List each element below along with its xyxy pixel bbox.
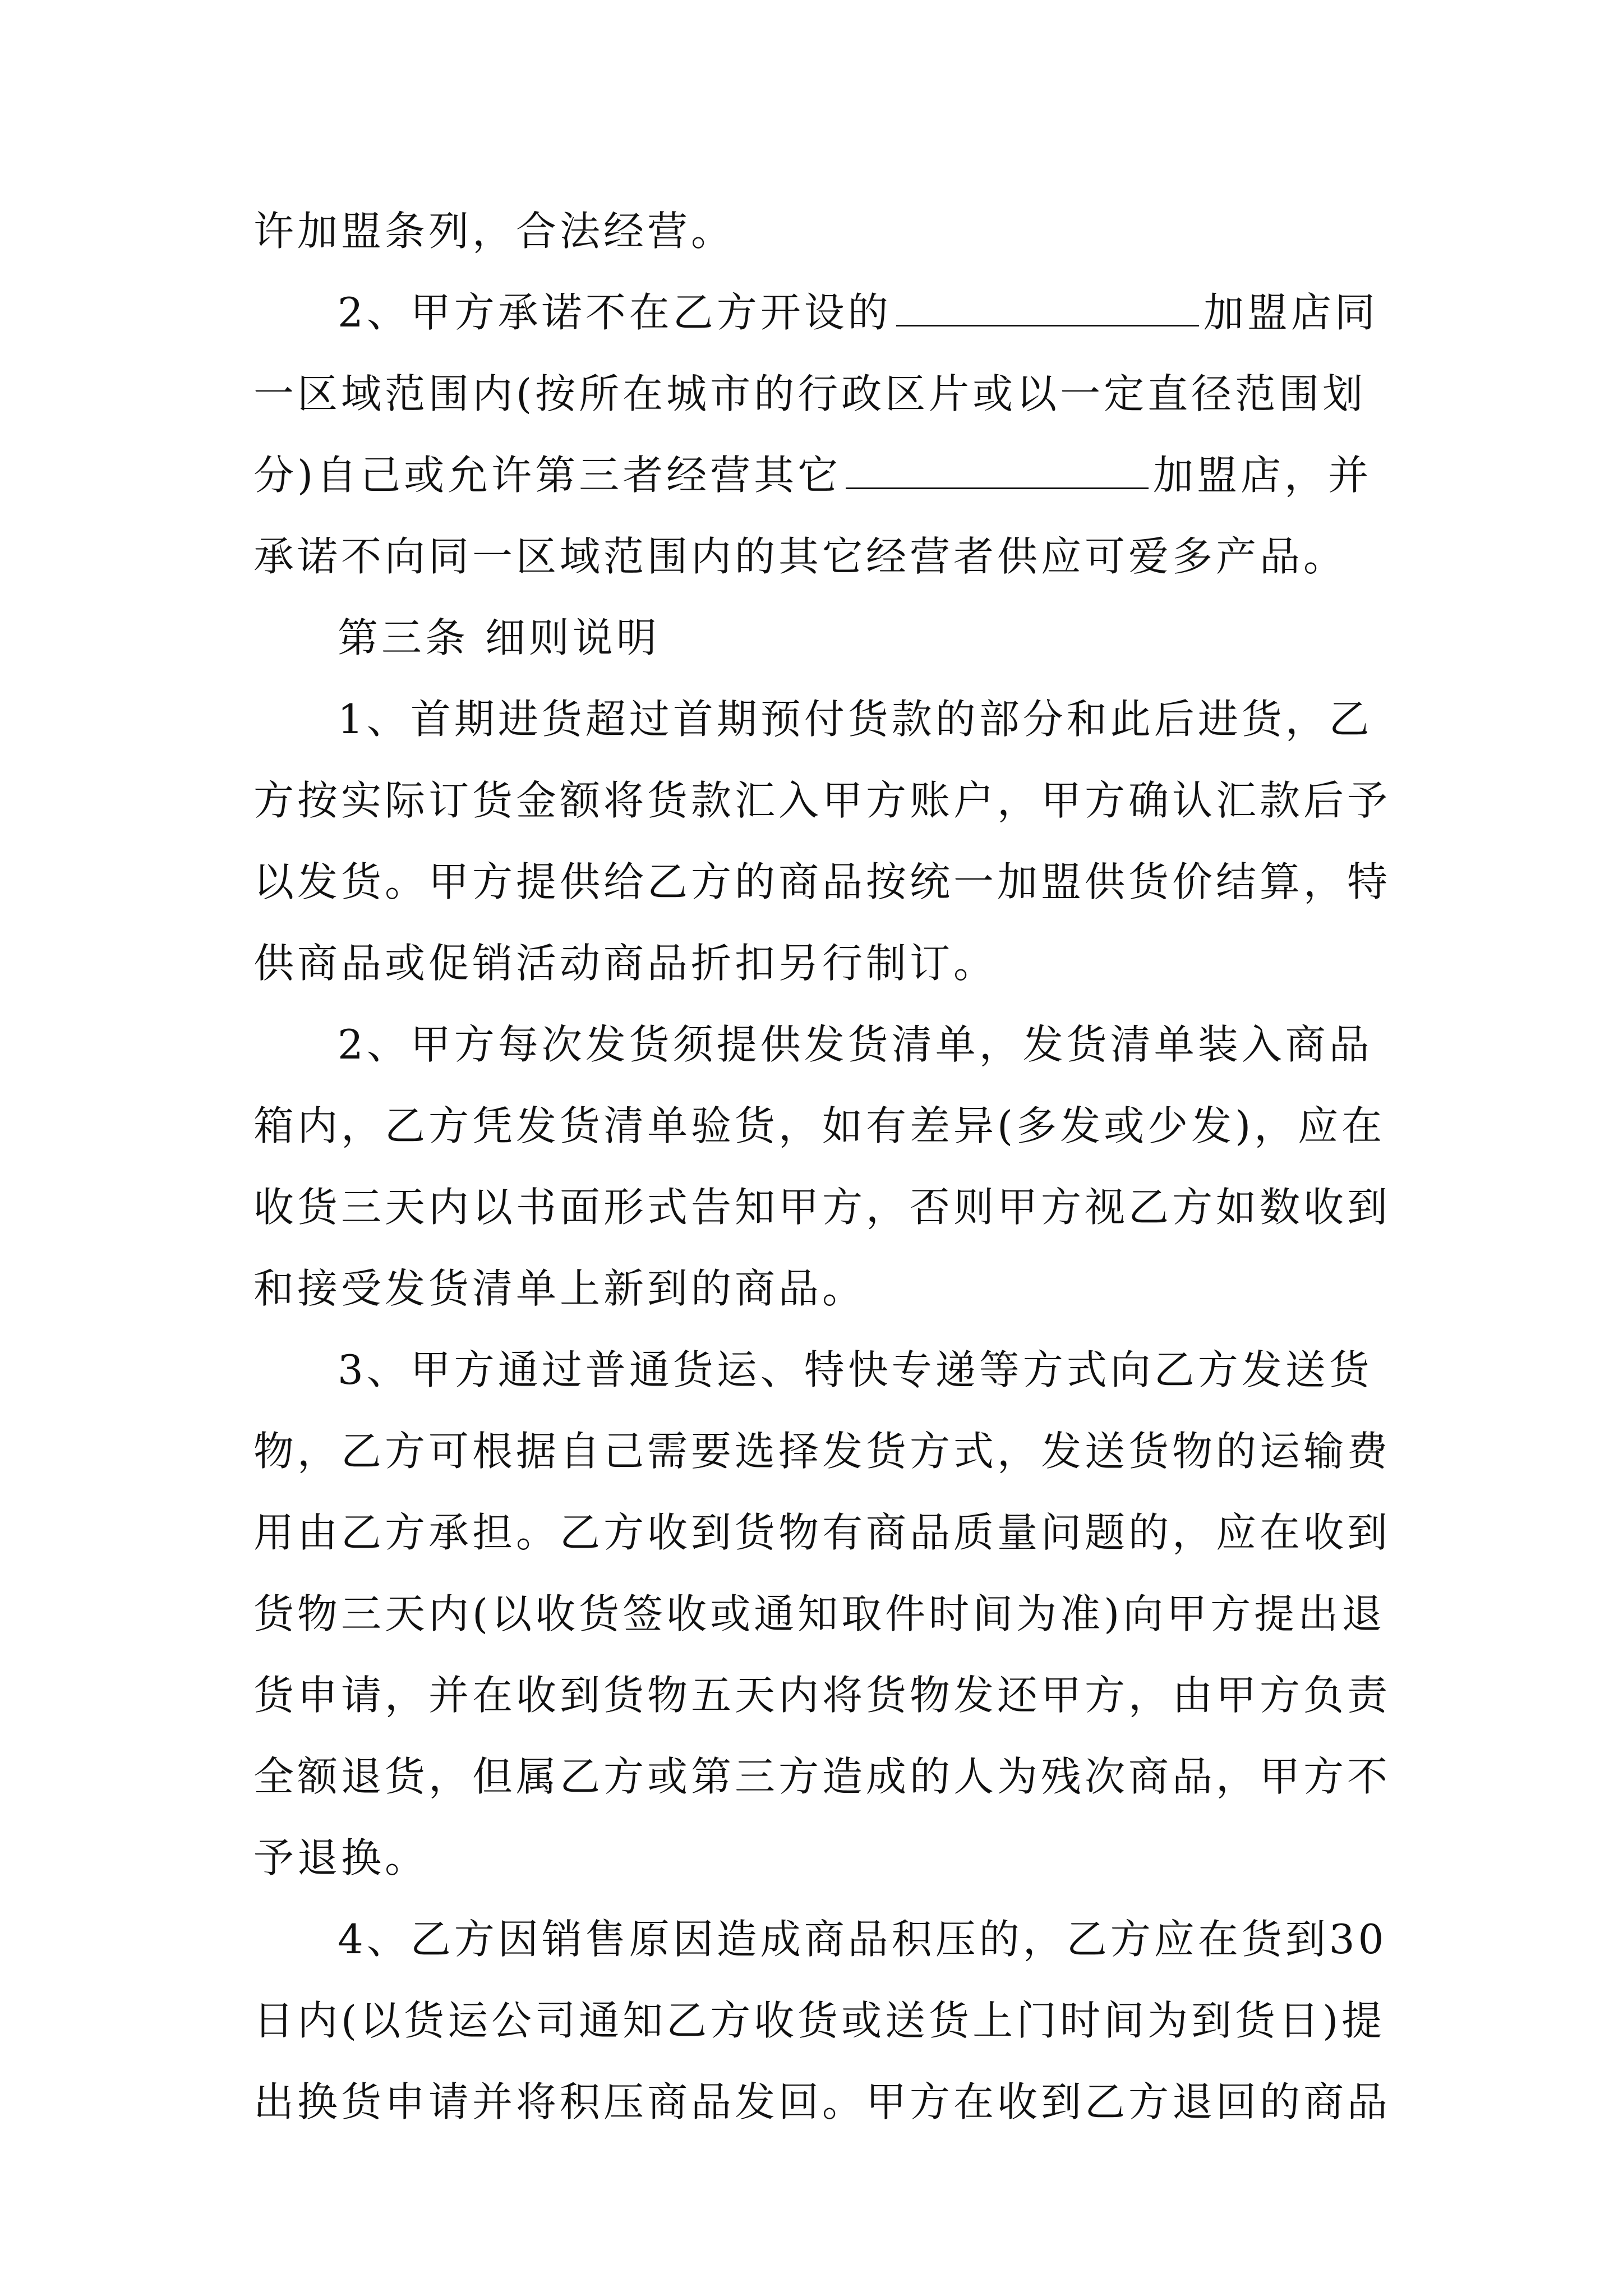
text-line: 货物三天内(以收货签收或通知取件时间为准)向甲方提出退 xyxy=(253,1590,1386,1637)
text-line: 方按实际订货金额将货款汇入甲方账户，甲方确认汇款后予 xyxy=(253,777,1391,824)
document-page xyxy=(253,191,1391,2143)
text-line: 用由乙方承担。乙方收到货物有商品质量问题的，应在收到 xyxy=(253,1509,1391,1556)
text-segment: 2、甲方承诺不在乙方开设的 xyxy=(338,289,892,336)
text-line: 许加盟条列，合法经营。 xyxy=(253,208,735,255)
text-segment: 加盟店同 xyxy=(1203,289,1378,336)
text-line xyxy=(253,435,1375,516)
text-line: 予退换。 xyxy=(253,1834,429,1881)
text-line: 供商品或促销活动商品折扣另行制订。 xyxy=(253,940,998,987)
text-line: 和接受发货清单上新到的商品。 xyxy=(253,1265,866,1312)
text-line: 全额退货，但属乙方或第三方造成的人为残次商品，甲方不 xyxy=(253,1753,1391,1800)
fill-in-blank xyxy=(896,320,1199,326)
fill-in-blank xyxy=(846,483,1149,489)
text-line: 物，乙方可根据自己需要选择发货方式，发送货物的运输费 xyxy=(253,1428,1391,1475)
text-line: 3、甲方通过普通货运、特快专递等方式向乙方发送货 xyxy=(338,1346,1373,1393)
text-segment: 分)自己或允许第三者经营其它 xyxy=(253,452,842,499)
text-segment: 加盟店，并 xyxy=(1153,452,1372,499)
text-line: 日内(以货运公司通知乙方收货或送货上门时间为到货日)提 xyxy=(253,1997,1386,2044)
text-line: 2、甲方每次发货须提供发货清单，发货清单装入商品 xyxy=(338,1021,1373,1068)
text-line: 箱内，乙方凭发货清单验货，如有差异(多发或少发)，应在 xyxy=(253,1102,1386,1149)
text-line: 1、首期进货超过首期预付货款的部分和此后进货，乙 xyxy=(338,696,1373,743)
text-line: 4、乙方因销售原因造成商品积压的，乙方应在货到30 xyxy=(338,1916,1387,1963)
text-line: 收货三天内以书面形式告知甲方，否则甲方视乙方如数收到 xyxy=(253,1184,1391,1231)
text-line: 以发货。甲方提供给乙方的商品按统一加盟供货价结算，特 xyxy=(253,858,1391,905)
text-line xyxy=(253,272,1378,353)
text-line: 一区域范围内(按所在城市的行政区片或以一定直径范围划 xyxy=(253,370,1367,417)
text-line: 出换货申请并将积压商品发回。甲方在收到乙方退回的商品 xyxy=(253,2078,1391,2125)
text-line: 承诺不向同一区域范围内的其它经营者供应可爱多产品。 xyxy=(253,533,1348,580)
text-line: 货申请，并在收到货物五天内将货物发还甲方，由甲方负责 xyxy=(253,1672,1391,1719)
section-heading: 第三条 细则说明 xyxy=(338,614,660,661)
